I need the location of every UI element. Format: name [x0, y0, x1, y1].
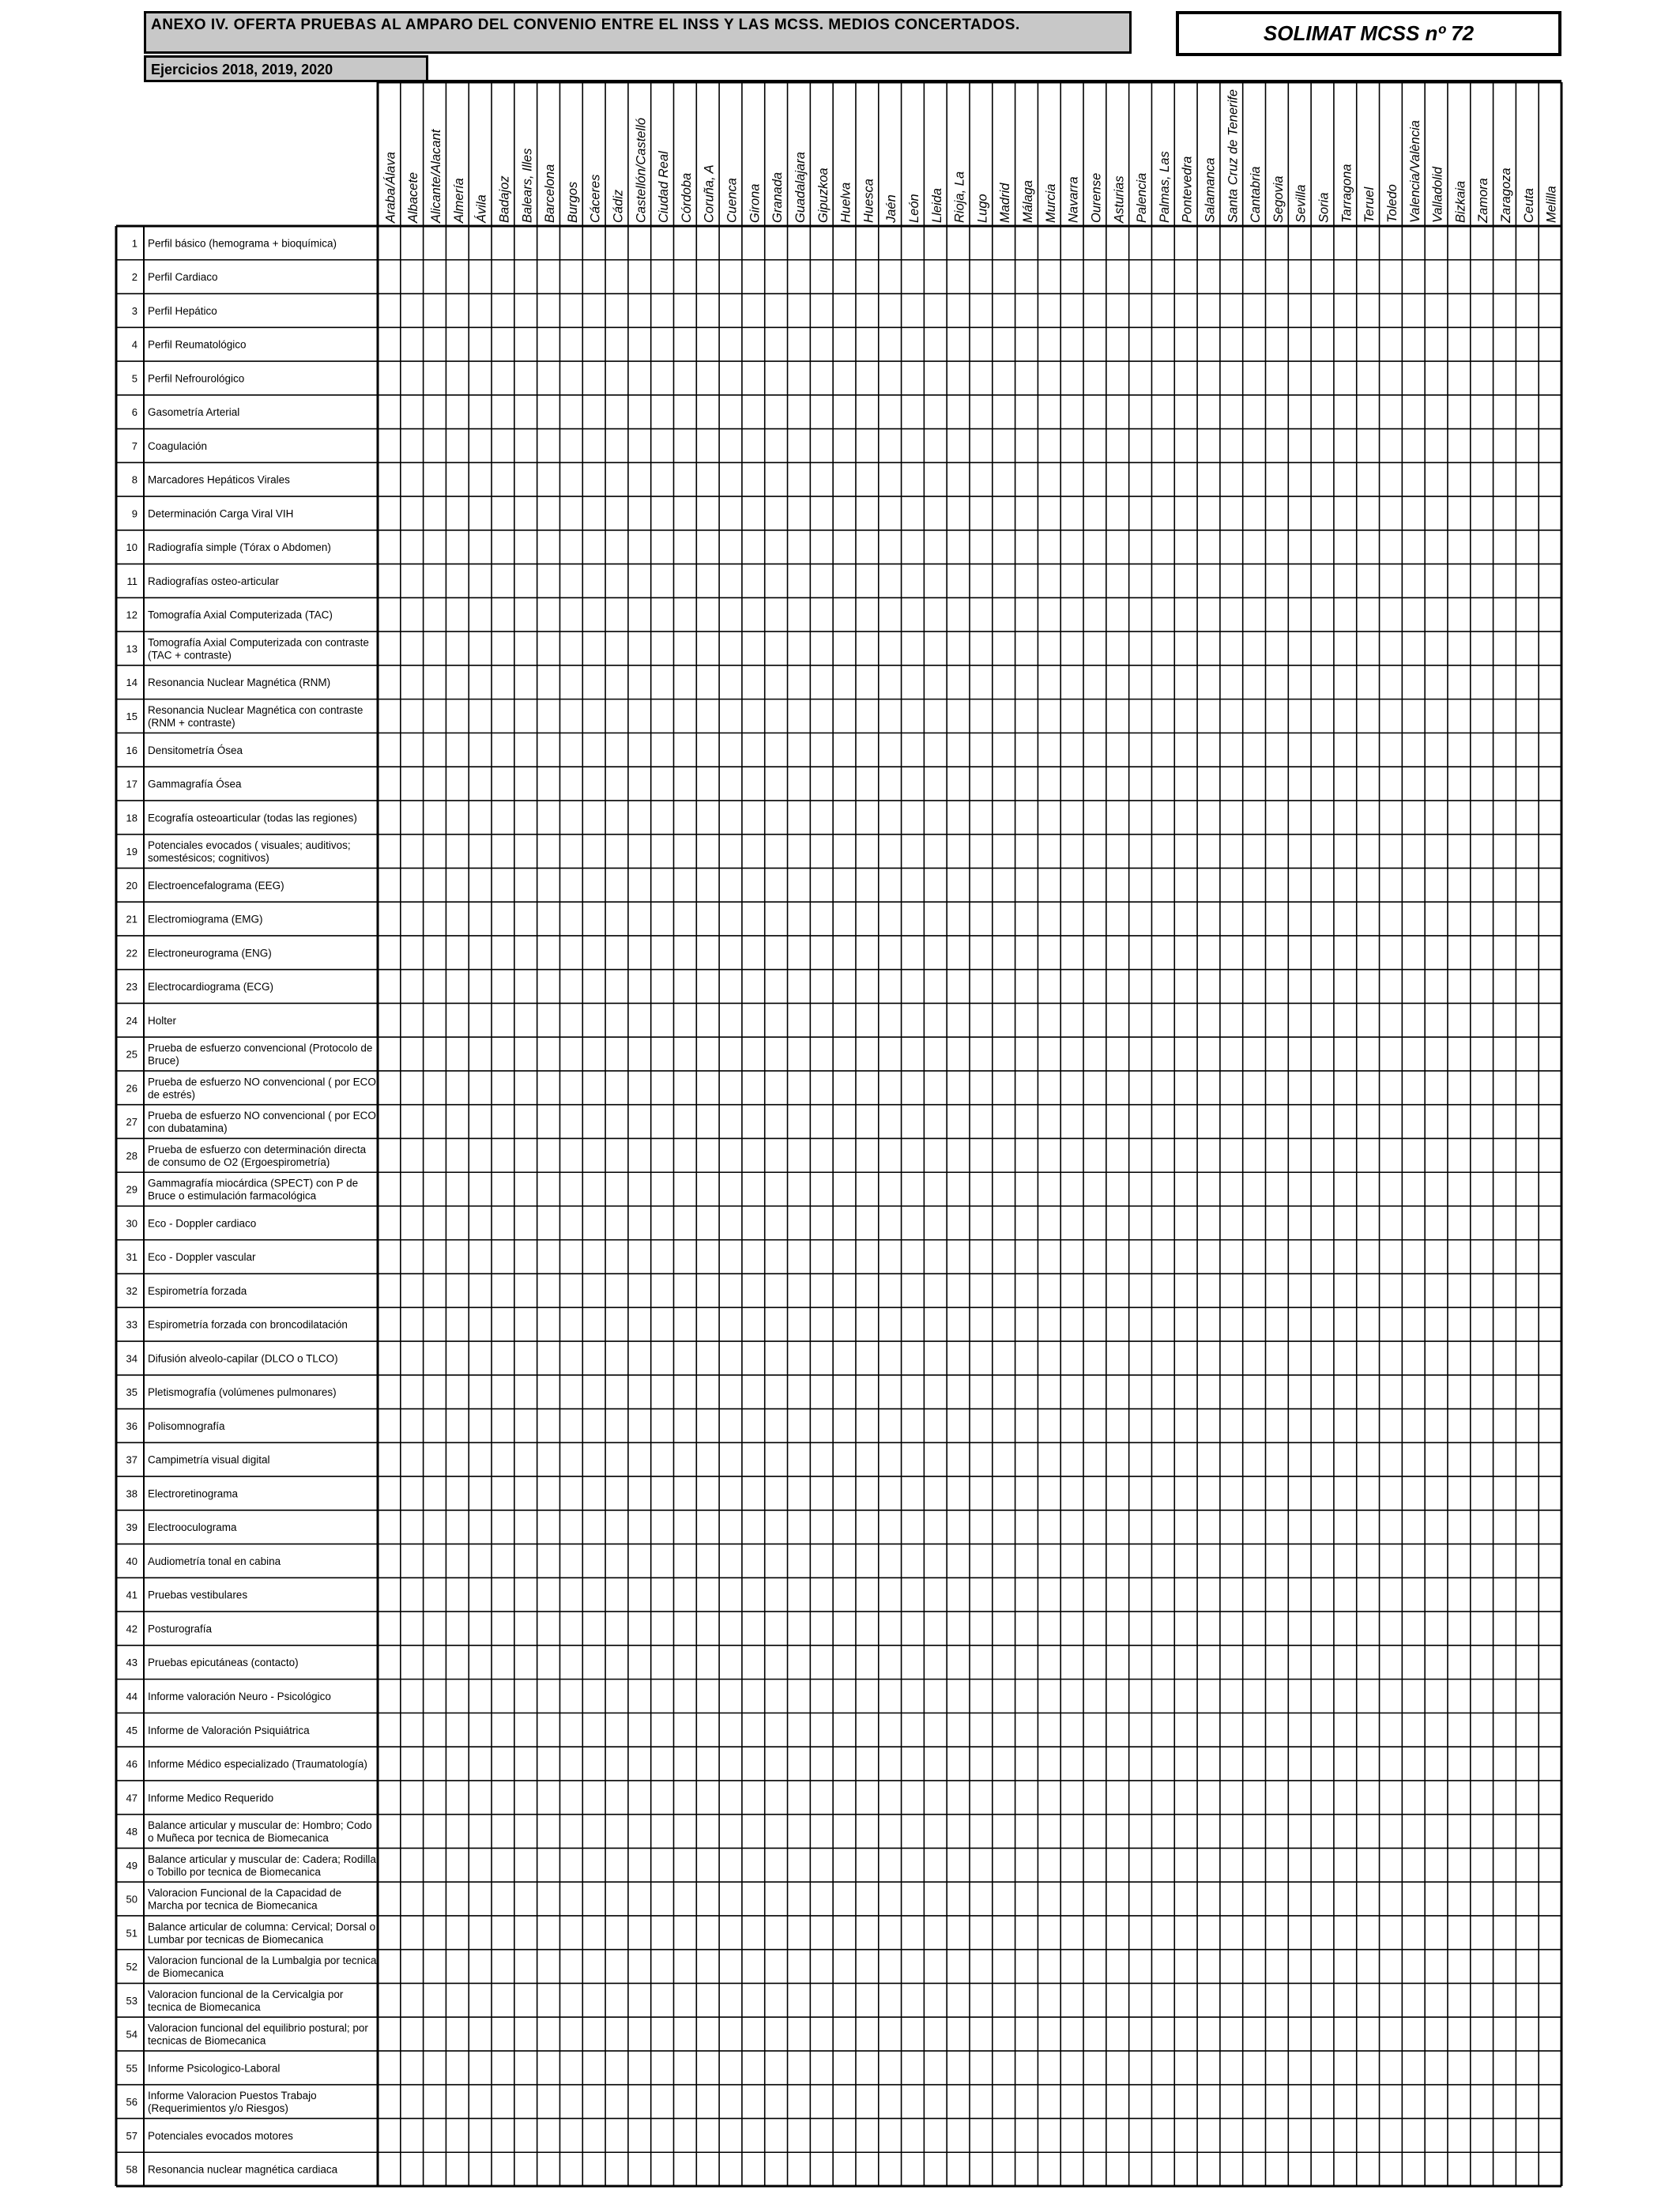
row-number: 5 [131, 372, 137, 385]
test-label: Marcadores Hepáticos Virales [148, 473, 290, 486]
test-label: Bruce) [148, 1054, 179, 1067]
test-label: Electrooculograma [148, 1521, 237, 1534]
province-header: Ceuta [1521, 187, 1536, 223]
test-label: somestésicos; cognitivos) [148, 852, 269, 865]
province-header: Almería [451, 178, 466, 223]
test-label: Electromiograma (EMG) [148, 913, 263, 925]
test-label: Radiografías osteo-articular [148, 575, 279, 587]
test-label: Resonancia Nuclear Magnética (RNM) [148, 677, 331, 689]
row-number: 46 [126, 1758, 137, 1770]
test-label: Electroencefalograma (EEG) [148, 879, 284, 892]
row-number: 26 [126, 1082, 137, 1095]
province-header: Balears, Illes [520, 148, 535, 223]
province-header: Granada [770, 172, 785, 223]
test-label: Balance articular y muscular de: Cadera; Rodilla [148, 1853, 376, 1865]
row-number: 47 [126, 1792, 137, 1804]
test-label: Valoracion Funcional de la Capacidad de [148, 1887, 342, 1899]
province-header: Zamora [1476, 178, 1491, 223]
row-number: 8 [131, 473, 137, 486]
test-label: Informe de Valoración Psiquiátrica [148, 1724, 310, 1736]
test-label: de estrés) [148, 1088, 196, 1101]
test-label: Radiografía simple (Tórax o Abdomen) [148, 541, 331, 554]
test-label: Prueba de esfuerzo NO convencional ( por ECO [148, 1076, 376, 1088]
test-label: tecnicas de Biomecanica [148, 2034, 266, 2047]
province-header: Gipuzkoa [816, 168, 831, 223]
row-number: 49 [126, 1859, 137, 1872]
row-number: 20 [126, 879, 137, 892]
test-label: Balance articular y muscular de: Hombro; Codo [148, 1819, 372, 1832]
test-label: Audiometría tonal en cabina [148, 1555, 281, 1567]
test-label: Electrocardiograma (ECG) [148, 981, 274, 993]
province-header: Soria [1317, 192, 1332, 223]
test-label: Resonancia Nuclear Magnética con contraste [148, 704, 363, 716]
test-label: Densitometría Ósea [148, 744, 243, 756]
test-label: Ecografía osteoarticular (todas las regiones) [148, 812, 357, 824]
province-header: Sevilla [1294, 184, 1309, 223]
province-header: Cáceres [588, 174, 603, 223]
mutual-badge: SOLIMAT MCSS nº 72 [1176, 11, 1561, 56]
test-label: Informe Medico Requerido [148, 1792, 274, 1804]
test-label: Espirometría forzada [148, 1284, 247, 1297]
row-number: 57 [126, 2129, 137, 2142]
test-label: Polisomnografía [148, 1419, 225, 1432]
row-number: 30 [126, 1217, 137, 1230]
test-label: tecnica de Biomecanica [148, 2000, 261, 2013]
test-label: Gasometría Arterial [148, 406, 240, 419]
test-label: Marcha por tecnica de Biomecanica [148, 1899, 318, 1912]
test-label: de consumo de O2 (Ergoespirometría) [148, 1155, 330, 1168]
test-label: Posturografía [148, 1623, 213, 1635]
row-number: 9 [131, 507, 137, 520]
province-header: Navarra [1066, 176, 1081, 223]
row-number: 39 [126, 1521, 137, 1534]
test-label: Informe Médico especializado (Traumatología) [148, 1758, 367, 1770]
test-label: Espirometría forzada con broncodilatación [148, 1318, 348, 1331]
province-header: Ourense [1089, 172, 1104, 223]
test-label: Prueba de esfuerzo NO convencional ( por ECO [148, 1110, 376, 1122]
row-number: 43 [126, 1657, 137, 1669]
row-number: 13 [126, 643, 137, 655]
row-number: 3 [131, 304, 137, 317]
test-label: Valoracion funcional de la Cervicalgia por [148, 1988, 344, 2000]
province-header: Jaén [884, 194, 899, 223]
test-label: Prueba de esfuerzo con determinación directa [148, 1143, 367, 1155]
row-number: 15 [126, 711, 137, 722]
test-label: Gammagrafía Ósea [148, 778, 242, 790]
row-number: 56 [126, 2096, 137, 2109]
test-label: Pletismografía (volúmenes pulmonares) [148, 1386, 337, 1399]
row-number: 12 [126, 609, 137, 621]
test-label: de Biomecanica [148, 1967, 224, 1980]
province-header: Lugo [975, 194, 990, 223]
row-number: 54 [126, 2028, 137, 2041]
row-number: 53 [126, 1994, 137, 2007]
test-label: Perfil Cardiaco [148, 271, 218, 284]
row-number: 37 [126, 1453, 137, 1466]
row-number: 23 [126, 981, 137, 993]
test-label: Potenciales evocados motores [148, 2129, 293, 2142]
row-number: 45 [126, 1724, 137, 1736]
province-header: Asturias [1112, 175, 1127, 223]
province-header: Palencia [1135, 172, 1150, 223]
test-label: (TAC + contraste) [148, 649, 232, 662]
row-number: 42 [126, 1623, 137, 1635]
test-label: Valoracion funcional del equilibrio postural; por [148, 2022, 368, 2034]
province-header: Melilla [1544, 186, 1559, 223]
province-header: Cantabria [1249, 166, 1264, 223]
province-header: Coruña, A [702, 164, 717, 223]
province-header: Ciudad Real [657, 151, 672, 223]
province-header: Santa Cruz de Tenerife [1226, 89, 1241, 223]
row-number: 48 [126, 1826, 137, 1838]
province-header: Huelva [838, 182, 853, 223]
row-number: 21 [126, 913, 137, 925]
province-header: Guadalajara [793, 152, 808, 223]
test-label: Eco - Doppler cardiaco [148, 1217, 257, 1230]
row-number: 14 [126, 677, 137, 689]
row-number: 24 [126, 1014, 137, 1027]
province-header: Barcelona [543, 164, 558, 223]
test-label: Informe valoración Neuro - Psicológico [148, 1691, 331, 1702]
test-label: Campimetría visual digital [148, 1453, 270, 1466]
test-label: Tomografía Axial Computerizada (TAC) [148, 609, 333, 621]
province-header: Ávila [474, 194, 489, 223]
row-number: 4 [131, 338, 137, 351]
row-number: 28 [126, 1149, 137, 1162]
row-number: 7 [131, 439, 137, 452]
province-header: Valencia/València [1407, 120, 1422, 223]
test-label: Perfil Nefrourológico [148, 372, 245, 385]
row-number: 41 [126, 1589, 137, 1601]
province-header: Toledo [1384, 184, 1399, 223]
test-label: Prueba de esfuerzo convencional (Protocolo de [148, 1042, 373, 1054]
row-number: 52 [126, 1961, 137, 1973]
province-header: Albacete [406, 172, 421, 223]
row-number: 16 [126, 744, 137, 756]
row-number: 50 [126, 1893, 137, 1906]
province-header: Badajoz [497, 175, 512, 223]
test-label: Electroneurograma (ENG) [148, 947, 272, 959]
test-label: Coagulación [148, 439, 208, 452]
document-title: ANEXO IV. OFERTA PRUEBAS AL AMPARO DEL CONVENIO ENTRE EL INSS Y LAS MCSS. MEDIOS CONCERTADOS. [144, 11, 1132, 54]
province-header: Murcia [1043, 183, 1058, 223]
test-label: Pruebas vestibulares [148, 1589, 248, 1601]
test-label: con dubatamina) [148, 1122, 228, 1135]
province-header: Huesca [861, 179, 876, 223]
row-number: 10 [126, 541, 137, 554]
row-number: 25 [126, 1048, 137, 1061]
test-label: (Requerimientos y/o Riesgos) [148, 2102, 288, 2115]
test-label: Electroretinograma [148, 1487, 239, 1500]
row-number: 33 [126, 1318, 137, 1331]
test-label: Determinación Carga Viral VIH [148, 507, 294, 520]
row-number: 27 [126, 1116, 137, 1129]
province-header: Pontevedra [1180, 156, 1195, 223]
row-number: 32 [126, 1284, 137, 1297]
test-label: o Muñeca por tecnica de Biomecanica [148, 1832, 329, 1845]
province-header: Madrid [998, 183, 1013, 223]
province-header: Zaragoza [1498, 168, 1513, 223]
province-header: Lleida [929, 187, 944, 223]
row-number: 18 [126, 812, 137, 824]
row-number: 35 [126, 1386, 137, 1399]
test-label: Valoracion funcional de la Lumbalgia por tecnica [148, 1955, 377, 1967]
row-number: 22 [126, 947, 137, 959]
province-header: Castellón/Castelló [634, 118, 649, 223]
test-label: Lumbar por tecnicas de Biomecanica [148, 1933, 324, 1946]
province-header: Araba/Álava [383, 152, 398, 223]
test-label: Pruebas epicutáneas (contacto) [148, 1657, 299, 1669]
row-number: 31 [126, 1251, 137, 1264]
province-header: Rioja, La [952, 171, 967, 223]
test-label: (RNM + contraste) [148, 717, 235, 729]
test-label: Gammagrafía miocárdica (SPECT) con P de [148, 1177, 359, 1189]
test-label: Informe Psicologico-Laboral [148, 2062, 281, 2075]
province-header: Salamanca [1203, 157, 1218, 223]
province-header: Girona [748, 183, 763, 223]
row-number: 17 [126, 778, 137, 790]
row-number: 51 [126, 1927, 137, 1940]
test-label: Difusión alveolo-capilar (DLCO o TLCO) [148, 1352, 338, 1365]
row-number: 55 [126, 2062, 137, 2075]
province-header: Tarragona [1339, 164, 1354, 223]
row-number: 36 [126, 1419, 137, 1432]
row-number: 58 [126, 2163, 137, 2176]
province-header: Valladolid [1430, 167, 1445, 223]
province-header: Burgos [565, 181, 580, 223]
document-subtitle: Ejercicios 2018, 2019, 2020 [144, 55, 428, 82]
row-number: 6 [131, 406, 137, 419]
row-number: 19 [126, 846, 137, 858]
province-header: Bizkaia [1453, 180, 1468, 223]
row-number: 29 [126, 1183, 137, 1196]
province-header: Alicante/Alacant [429, 129, 444, 223]
row-number: 40 [126, 1555, 137, 1567]
test-label: Eco - Doppler vascular [148, 1251, 256, 1264]
row-number: 1 [131, 237, 137, 250]
test-label: Bruce o estimulación farmacológica [148, 1189, 317, 1202]
test-label: Perfil básico (hemograma + bioquímica) [148, 237, 337, 250]
test-label: Informe Valoracion Puestos Trabajo [148, 2090, 317, 2102]
test-label: Holter [148, 1014, 177, 1027]
test-label: o Tobillo por tecnica de Biomecanica [148, 1865, 321, 1878]
province-header: Palmas, Las [1157, 151, 1172, 223]
province-header: Málaga [1021, 179, 1036, 223]
test-label: Perfil Hepático [148, 304, 217, 317]
row-number: 38 [126, 1487, 137, 1500]
province-header: Cuenca [725, 178, 740, 223]
province-header: Córdoba [679, 172, 694, 223]
row-number: 2 [131, 271, 137, 284]
test-label: Potenciales evocados ( visuales; auditivos; [148, 839, 351, 852]
test-label: Perfil Reumatológico [148, 338, 247, 351]
row-number: 34 [126, 1352, 137, 1365]
test-label: Tomografía Axial Computerizada con contraste [148, 636, 369, 649]
province-header: Teruel [1362, 187, 1377, 223]
test-label: Resonancia nuclear magnética cardiaca [148, 2163, 338, 2176]
test-label: Balance articular de columna: Cervical; Dorsal o [148, 1921, 376, 1933]
province-header: Segovia [1271, 175, 1286, 223]
row-number: 44 [126, 1691, 137, 1702]
row-number: 11 [126, 575, 137, 587]
province-header: Cádiz [611, 189, 626, 223]
province-header: León [906, 194, 921, 223]
